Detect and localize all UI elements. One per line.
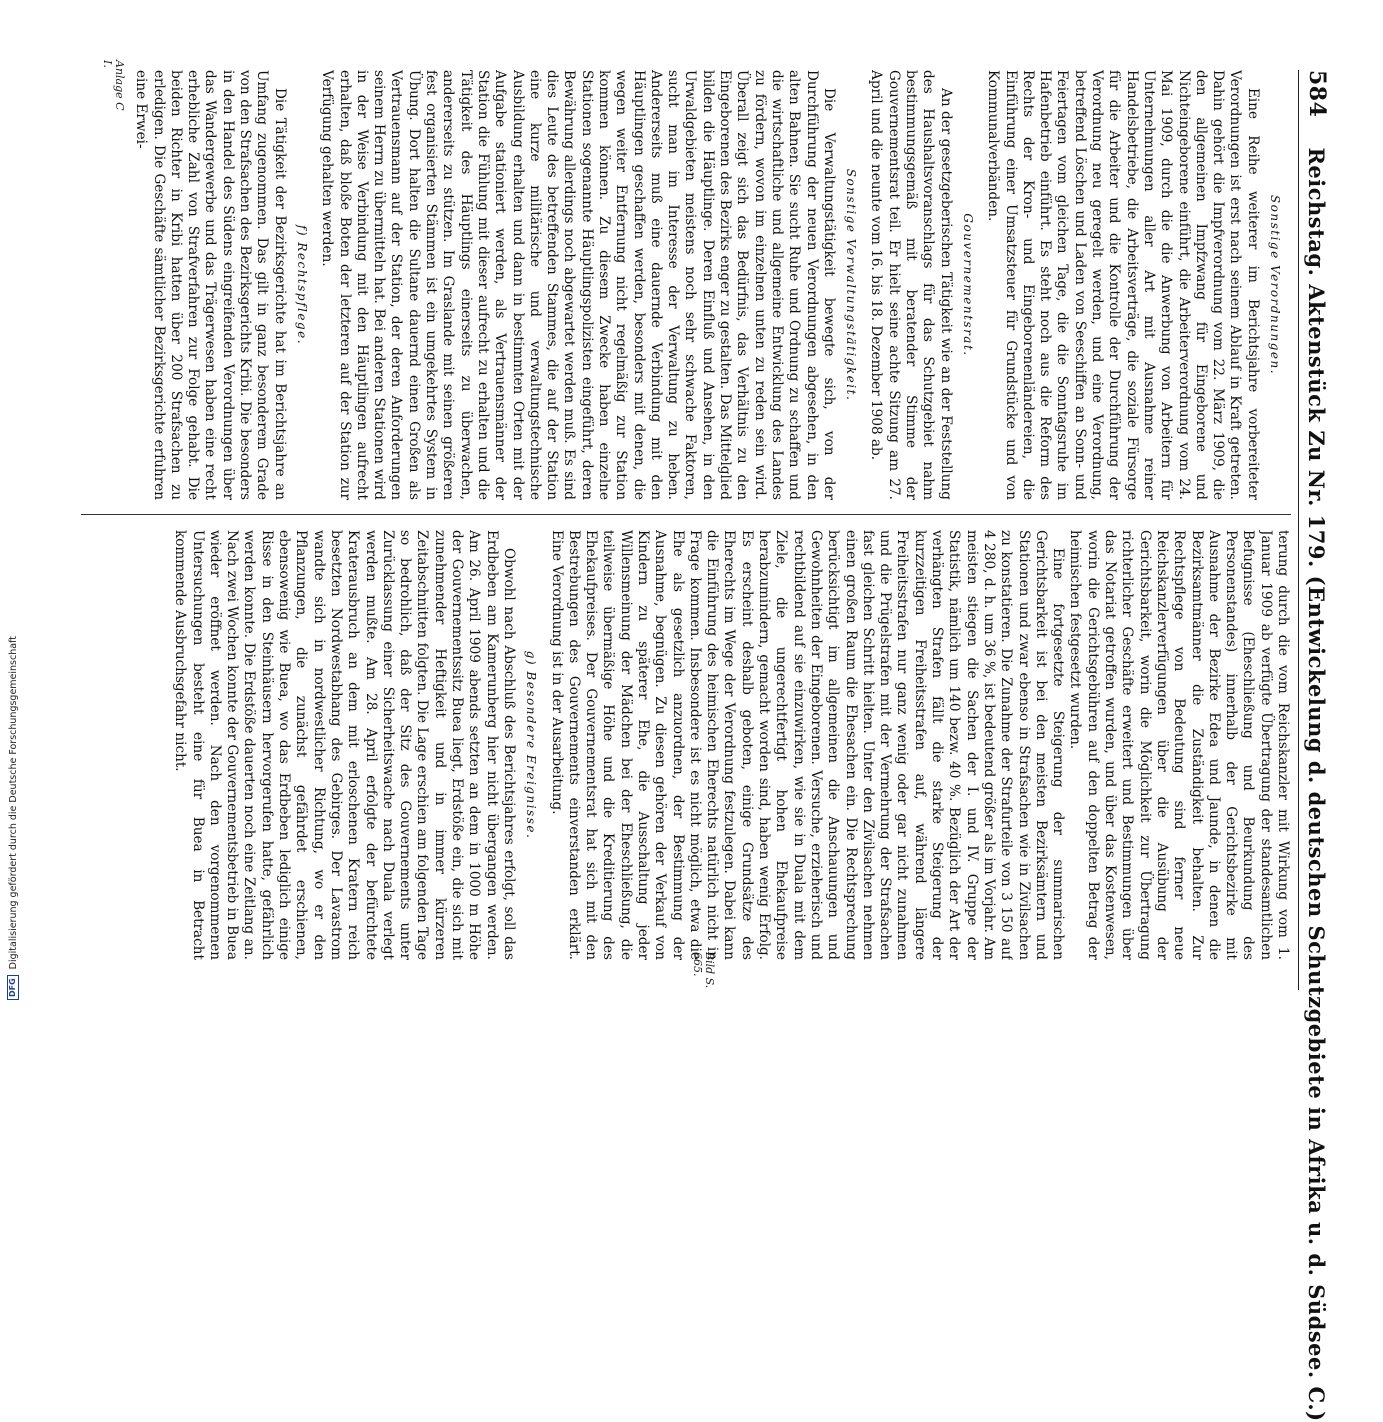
section-heading: g) Besondere Ereignisse. — [524, 650, 539, 840]
page-header — [1298, 70, 1335, 1422]
paragraph: Obwohl nach Abschluß des Berichtsjahres erfolgt, soll das Erdbeben am Kamerunberg hier nicht übergangen werden. Am 26. April 1909 abends setzten an dem in 1000 m Höhe der Gouvernementssitz Buea liegt, Erdstöße ein, die sich mit zunehmender Heftigkeit und in immer kürzeren Zeitabschnitten folgten. Die Lage erschien am folgenden Tage so bedrohlich, daß der Sitz des Gouvernements unter Zurücklassung einer Sicherheitswache nach Duala verlegt werden mußte. Am 28. April erfolgte der befürchtete Kraterausbruch an dem mit erloschenen Kratern reich besetzten Nordwestabhang des Gebirges. Der Lavastrom wandte sich in nordwestlicher Richtung, wo er den Pflanzungen, die zunächst gefährdet erschienen, ebensowenig wie Buea, wo das Erdbeben lediglich einige Risse in den Steinhäusern hervorgerufen hatte, gefährlich werden konnte. Die Erdstöße dauerten noch eine Zeitlang an. Nach zwei Wochen konnte der Gouvernementsbetrieb in Buea wieder eröffnet werden. Nach den vorgenommenen Untersuchungen besteht eine für Buea in Betracht kommende Ausbruchsgefahr nicht. — [172, 530, 517, 960]
paragraph: terung durch die vom Reichskanzler mit Wirkung vom 1. Januar 1909 ab verfügte Übertragung der standesamtlichen Befugnisse (Eheschließung und Beurkundung des Personenstandes) innerhalb der Gerichtsbezirke mit Ausnahme der Bezirke Edea und Jaunde, in denen die Bezirksamtmänner die Zuständigkeit behalten. Zur Rechtspflege von Bedeutung sind ferner neue Reichskanzlerverfügungen über die Ausübung der Gerichtsbarkeit, worin die Möglichkeit zur Übertragung richterlicher Geschäfte erweitert und Bestimmungen über das Notariat getroffen wurden, und über das Kostenwesen, worin die Gerichtsgebühren auf den doppelten Betrag der heimischen festgesetzt wurden. — [1067, 530, 1291, 960]
paragraph: Eine fortgesetzte Steigerung der summarischen Gerichtsbarkeit ist bei den meisten Bezirksämtern und Stationen und zwar ebenso in Strafsachen wie in Zivilsachen zu konstatieren. Die Zunahme der Strafurteile von 3 150 auf 4 280, d. h. um 36 %, ist bedeutend größer als im Vorjahr. Am meisten stiegen die Sachen der I. und IV. Gruppe der Statistik, nämlich um 140 bezw. 40 %. Bezüglich der Art der verhängten Strafen fällt die starke Steigerung der kurzzeitigen Freiheitsstrafen auf, während längere Freiheitsstrafen nur ganz wenig oder gar nicht zunahmen und die Prügelstrafen mit der Vermehrung der Strafsachen fast gleichen Schritt hielten. Unter den Zivilsachen nehmen einen großen Raum die Ehesachen ein. Die Rechtsprechung berücksichtigt im allgemeinen die Anschauungen und Gewohnheiten der Eingeborenen. Versuche, erzieherisch und rechtbildend auf sie einzuwirken, wie sie in Duala mit dem Ziele, die ungerechtfertigt hohen Ehekaufpreise herabzumindern, gemacht worden sind, haben wenig Erfolg. Es erscheint deshalb geboten, einige Grundsätze des Eherechts im Wege der Verordnung festzulegen. Dabei kann die Einführung des heimischen Eherechts natürlich nicht in Frage kommen. Insbesondere ist es nicht möglich, etwa die Ehe als gesetzlich anzuordnen, der Bestimmung der Ausnahme, begnügen. Zu diesen gehören der Verkauf von Kindern zu späterer Ehe, die Ausschaltung jeder Willensmeinung der Mädchen bei der Eheschließung, die teilweise übermäßige Höhe und die Kreditierung des Ehekaufpreises. Der Gouvernementsrat hat sich mit den Bestrebungen des Gouvernements einverstanden erklärt. Eine Verordnung ist in der Ausarbeitung. — [548, 530, 1067, 960]
column-divider — [81, 514, 1291, 515]
running-title: Reichstag. Aktenstück Zu Nr. 179. (Entwickelung d. deutschen Schutzgebiete in Afrika u. d. Südsee. C.) — [1304, 147, 1330, 1422]
section-heading: Sonstige Verordnungen. — [1268, 194, 1282, 376]
margin-note-anlage: Anlage C I. — [101, 60, 126, 111]
section-heading: Sonstige Verwaltungstätigkeit. — [844, 168, 859, 402]
digitization-credit — [6, 580, 20, 1000]
paragraph: Die Tätigkeit der Bezirksgerichte hat im Berichtsjahre an Umfang zugenommen. Das gilt in ganz besonderem Grade von den Strafsachen des Bezirksgerichts Kribi. Die besonders in den Handel des Südens eingreifenden Verordnungen über das Wandergewerbe und das Trägerwesen haben eine recht erhebliche Zahl von Strafverfahren zur Folge gehabt. Die beiden Richter in Kribi hatten über 200 Strafsachen zu erledigen. Die Geschäfte sämtlicher Bezirksgerichte erfuhren eine Erwei- — [133, 70, 288, 500]
paragraph: An der gesetzgeberischen Tätigkeit wie an der Feststellung des Haushaltsvoranschlags für das Schutzgebiet nahm bestimmungsgemäß mit beratender Stimme der Gouvernementsrat teil. Er hielt seine achte Sitzung am 27. April und die neunte vom 16. bis 18. Dezember 1908 ab. — [868, 70, 954, 500]
margin-note-bild: Bild S. 665. — [691, 952, 716, 989]
credit-text: Digitalisierung gefördert durch die Deutsche Forschungsgemeinschaft — [7, 636, 19, 970]
rotated-document — [65, 60, 1335, 1422]
text-columns — [71, 70, 1291, 990]
page-number: 584 — [1304, 70, 1330, 118]
section-heading: f) Rechtspflege. — [294, 224, 309, 346]
left-column — [76, 70, 1291, 500]
section-heading: Gouvernementsrat. — [960, 213, 975, 357]
dfg-logo: DFG — [7, 975, 19, 1000]
paragraph: Eine Reihe weiterer im Berichtsjahre vorbereiteter Verordnungen ist erst nach seinem Ablauf in Kraft getreten. Dahin gehört die Impfverordnung vom 22. März 1909, die den allgemeinen Impfzwang für Eingeborene und Nichteingeborene einführt, die Arbeiterverordnung vom 24. Mai 1909, durch die die Anwerbung von Arbeitern für Unternehmungen aller Art mit Ausnahme reiner Handelsbetriebe, die Arbeitsverträge, die soziale Fürsorge für die Arbeiter und die Kontrolle der Durchführung der Verordnung neu geregelt werden, und eine Verordnung, betreffend Löschen und Laden von Seeschiffen an Sonn- und Feiertagen vom gleichen Tage, die die Sonntagsruhe im Hafenbetrieb einführt. Es steht noch aus die Reform des Rechts der Kron- und Eingeborenenländereien, die Einführung einer Umsatzsteuer für Grundstücke und von Kommunalverbänden. — [985, 70, 1261, 500]
paragraph: Die Verwaltungstätigkeit bewegte sich, von der Durchführung der neuen Verordnungen abgesehen, in den alten Bahnen. Sie sucht Ruhe und Ordnung zu schaffen und die wirtschaftliche und allgemeine Entwicklung des Landes zu fördern, wovon im einzelnen unten zu reden sein wird. Überall zeigt sich das Bedürfnis, das Verhältnis zu den Eingeborenen des Bezirks enger zu gestalten. Das Mittelglied bilden die Häuptlinge. Deren Einfluß und Ansehen, in den Urwaldgebieten meistens noch sehr schwache Faktoren, sucht man im Interesse der Verwaltung zu heben. Andererseits muß eine dauernde Verbindung mit den Häuptlingen geschaffen werden, besonders mit denen, die wegen weiter Entfernung nicht regelmäßig zur Station kommen können. Zu diesem Zwecke haben einzelne Stationen sogenannte Häuptlingspolizisten eingeführt, deren Bewährung allerdings noch abgewartet werden muß. Es sind dies Leute des betreffenden Stammes, die auf der Station eine kurze militärische und verwaltungstechnische Ausbildung erhalten und dann in bestimmten Orten mit der Aufgabe stationiert werden, als Vertrauensmänner der Station die Fühlung mit dieser aufrecht zu erhalten und die Tätigkeit des Häuptlings einerseits zu überwachen, andererseits zu stützen. Im Graslande mit seinen größeren fest organisierten Stämmen ist ein umgekehrtes System in Übung. Dort halten die Sultane dauernd einen Großen als Vertrauensmann auf der Station, der deren Anforderungen seinem Herrn zu übermitteln hat. Bei anderen Stationen wird in der Weise Verbindung mit den Häuptlingen aufrecht erhalten, daß bloße Boten der letzteren auf der Station zur Verfügung gehalten werden. — [319, 70, 837, 500]
right-column — [76, 530, 1291, 960]
